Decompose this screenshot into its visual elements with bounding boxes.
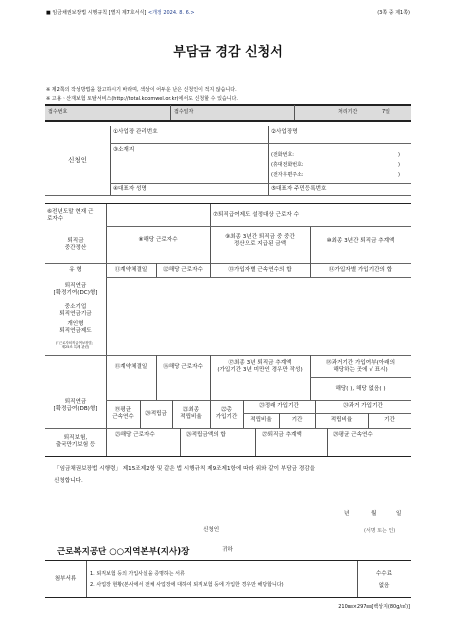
sum-period-header: ⑭가입자별 가입기간의 합 [328,266,393,273]
biz-mgmt-no-field[interactable]: ①사업장 관리번호 [113,129,158,135]
interim-workers-field[interactable]: ⑧해당 근로자수 [138,236,178,243]
after-rate-field[interactable]: 적립비율 [250,417,272,423]
biz-name-field[interactable]: ②사업장명 [271,129,298,135]
signature-label: 신청인 [203,527,220,533]
db-estimate-field[interactable]: ⑰최종 3년 퇴직금 추계액 (가입기간 3년 미만인 경우만 작성) [217,360,303,373]
db-contract-field[interactable]: ⑮계약체결일 [114,363,148,370]
avg-workers-field[interactable]: ⑥전년도말 현재 근 로자수 [47,209,94,222]
prior-rate-field[interactable]: 적립비율 [330,417,353,423]
dc-type-2: 중소기업 퇴직연금기금 [59,304,92,317]
db-prior-period-header: ㉔과거 가입기간 [343,403,383,409]
attachment-item-2: 2. 사업장 현황(본사에서 전체 사업장에 대하여 퇴직보험 등에 가입한 경우만 해당합니다) [90,582,284,588]
divider [45,120,411,122]
after-period-field[interactable]: 기간 [291,417,303,423]
fee-label: 수수료 [375,571,393,577]
note-1: ※ 제2쪽의 작성방법을 참고하시기 바라며, 색상이 어두운 난은 신청인이 적지 않습니다. [46,87,237,93]
target-workers-field[interactable]: ⑦퇴직급여제도 설정대상 근로자 수 [213,211,299,218]
page-info: (3쪽 중 제1쪽) [377,10,410,16]
address-field[interactable]: ③소재지 [113,147,135,153]
note-2: ※ 고용ㆍ산재보험 토탈서비스(http://total.kcomwel.or.kr)에서도 신청할 수 있습니다. [46,96,238,102]
ins-estimate-field[interactable]: ㉗퇴직금 추계액 [262,431,302,438]
db-applicable-checkbox[interactable]: 해당( ), 해당 없음( ) [335,385,386,392]
ins-avg-service-field[interactable]: ㉘평균 근속연수 [333,431,373,438]
db-total-period-field[interactable]: ㉒총 가입기간 [215,407,238,420]
close-paren: ) [398,162,400,168]
recipient-suffix: 귀하 [222,547,233,553]
divider [45,597,411,598]
dc-type-1: 퇴직연금 [확정기여(DC)형] [53,283,98,296]
contract-date-header: ⑪계약체결일 [114,266,148,273]
processing-period-value: 7일 [382,109,391,115]
ins-workers-field[interactable]: ㉕해당 근로자수 [115,431,155,438]
db-past-period-field: ⑱과거기간 가입여부(아래의 해당하는 곳에 √ 표시) [326,360,395,373]
interim-paid-amount-field[interactable]: ⑨최종 3년간 퇴직금 중 중간 정산으로 지급된 금액 [225,234,295,247]
email-field[interactable]: (전자우편주소: [271,172,304,178]
divider [45,203,411,204]
close-paren: ) [398,152,400,158]
severance-estimate-field[interactable]: ⑩최종 3년간 퇴직금 추계액 [326,237,395,244]
db-avg-service-field[interactable]: ⑲평균 근속연수 [112,407,134,420]
type-workers-header: ⑫해당 근로자수 [163,266,203,273]
db-after-period-header: ㉓정래 가입기간 [259,403,299,409]
rep-name-field[interactable]: ④대표자 성명 [113,186,147,192]
dc-type-3: 개인형 퇴직연금제도 [59,321,92,334]
page-title: 부담금 경감 신청서 [173,45,283,60]
divider [45,456,411,457]
type-header: 유 형 [69,266,82,273]
attachment-item-1: 1. 퇴직보험 등의 가입사실을 증명하는 서류 [90,571,185,577]
db-min-reserve-field[interactable]: ㉑최종 적립비율 [180,407,202,420]
ins-reserve-field[interactable]: ㉖적립금액의 합 [186,431,226,438]
processing-period-label: 처리기간 [338,109,358,115]
interim-settlement-label: 퇴직금 중간정산 [64,237,87,251]
date-month-label: 월 [371,511,377,517]
date-day-label: 일 [396,511,402,517]
insurance-label: 퇴직보험, 출국만기보험 등 [55,435,96,448]
phone-field[interactable]: (전화번호: [271,152,294,158]
application-statement: 「임금채권보장법 시행령」 제15조제2항 및 같은 법 시행규칙 제9조제1항에 따라 위와 같이 부담금 경감을 신청합니다. [54,466,316,485]
revision-note: <개정 2024. 8. 6.> [147,10,195,16]
law-reference: ■ 임금채권보장법 시행규칙 [별지 제7호서식] <개정 2024. 8. 6.> [46,10,195,16]
db-reserve-field[interactable]: ⑳적립금 [145,410,167,417]
date-year-label: 년 [344,511,350,517]
attachments-label: 첨부서류 [54,575,77,582]
prior-period-field[interactable]: 기간 [384,417,395,423]
close-paren: ) [398,172,400,178]
db-workers-field[interactable]: ⑯해당 근로자수 [163,363,203,370]
sum-service-header: ⑬가입자별 근속연수의 합 [228,266,292,273]
db-type-label: 퇴직연금 [확정급여(DB)형] [53,398,98,412]
applicant-section-label: 신청인 [68,156,87,165]
receipt-no-label: 접수번호 [48,109,68,115]
rep-id-field[interactable]: ⑤대표자 주민등록번호 [271,186,327,192]
mobile-field[interactable]: (휴대전화번호: [271,162,304,168]
dc-type-note: (「근로자퇴직급여보장법」 제25조 특례 관련) [55,340,96,349]
recipient-name: 근로복지공단 ○○지역본부(지사)장 [57,547,190,557]
paper-spec-footer: 210㎜×297㎜[백상지(80g/㎡)] [338,604,410,610]
signature-hint[interactable]: (서명 또는 인) [364,528,396,534]
receipt-date-label: 접수일자 [174,109,194,115]
fee-value: 없음 [378,583,390,589]
